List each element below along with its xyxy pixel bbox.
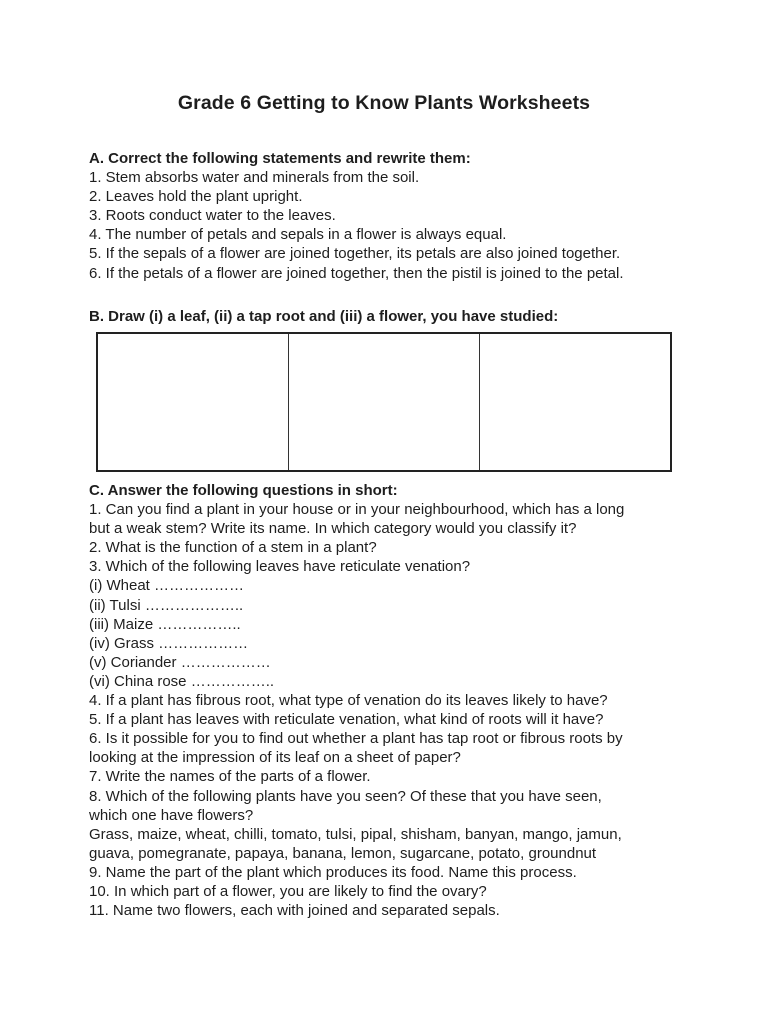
section-c-line: 1. Can you find a plant in your house or in your neighbourhood, which has a long — [89, 501, 625, 519]
draw-cell-flower — [480, 334, 670, 470]
section-b — [89, 307, 689, 326]
section-c-heading: C. Answer the following questions in short: — [89, 482, 398, 499]
draw-cell-leaf — [98, 334, 289, 470]
section-c-line: 3. Which of the following leaves have reticulate venation? — [89, 558, 471, 576]
drawing-box — [96, 332, 672, 472]
section-a-line: 2. Leaves hold the plant upright. — [89, 188, 303, 206]
section-c-line: (i) Wheat ……………… — [89, 577, 245, 595]
section-a-line: 1. Stem absorbs water and minerals from the soil. — [89, 169, 420, 187]
section-a-line: 4. The number of petals and sepals in a flower is always equal. — [89, 226, 507, 244]
section-c-line: 11. Name two flowers, each with joined and separated sepals. — [89, 902, 500, 920]
page-title: Grade 6 Getting to Know Plants Worksheets — [177, 92, 591, 114]
section-c-line: (ii) Tulsi ……………….. — [89, 596, 244, 614]
section-b-heading: B. Draw (i) a leaf, (ii) a tap root and (iii) a flower, you have studied: — [89, 308, 559, 325]
section-a-line: 6. If the petals of a flower are joined together, then the pistil is joined to the petal. — [89, 264, 624, 282]
section-c-line: (vi) China rose …………….. — [89, 672, 275, 690]
section-c-line: but a weak stem? Write its name. In which category would you classify it? — [89, 520, 577, 538]
section-c-line: (iii) Maize …………….. — [89, 615, 241, 633]
section-c-line: 6. Is it possible for you to find out whether a plant has tap root or fibrous roots by — [89, 730, 623, 748]
section-c-line: 7. Write the names of the parts of a flower. — [89, 768, 371, 786]
section-c-line: 10. In which part of a flower, you are likely to find the ovary? — [89, 882, 487, 900]
draw-cell-tap-root — [289, 334, 480, 470]
section-c-line: 4. If a plant has fibrous root, what type of venation do its leaves likely to have? — [89, 692, 608, 710]
section-a-heading: A. Correct the following statements and rewrite them: — [89, 150, 471, 167]
section-c-line: Grass, maize, wheat, chilli, tomato, tulsi, pipal, shisham, banyan, mango, jamun, — [89, 825, 622, 843]
section-c-line: 2. What is the function of a stem in a plant? — [89, 539, 377, 557]
section-a-line: 5. If the sepals of a flower are joined together, its petals are also joined together. — [89, 245, 621, 263]
section-a — [89, 149, 689, 283]
section-c-line: 5. If a plant has leaves with reticulate venation, what kind of roots will it have? — [89, 711, 604, 729]
section-c-line: (iv) Grass ……………… — [89, 634, 249, 652]
section-c-line: guava, pomegranate, papaya, banana, lemon, sugarcane, potato, groundnut — [89, 844, 597, 862]
section-c-line: (v) Coriander ……………… — [89, 653, 271, 671]
section-a-line: 3. Roots conduct water to the leaves. — [89, 207, 336, 225]
section-c — [89, 481, 689, 920]
section-c-line: 8. Which of the following plants have you seen? Of these that you have seen, — [89, 787, 602, 805]
section-c-line: which one have flowers? — [89, 806, 254, 824]
section-c-line: 9. Name the part of the plant which produces its food. Name this process. — [89, 863, 577, 881]
section-c-line: looking at the impression of its leaf on a sheet of paper? — [89, 749, 461, 767]
